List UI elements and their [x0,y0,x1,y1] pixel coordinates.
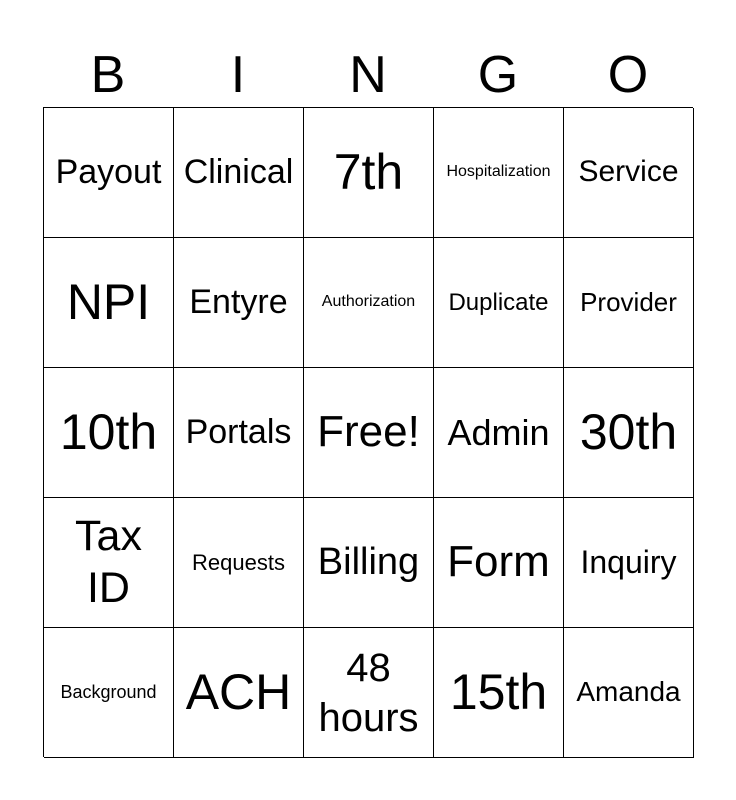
cell-label: Tax ID [75,511,142,612]
cell-label: Background [60,682,157,703]
cell-label: Payout [55,152,162,191]
cell-label: 15th [449,663,548,720]
header-letter-o: O [607,46,649,104]
bingo-cell[interactable] [564,238,694,368]
bingo-cell[interactable] [564,368,694,498]
cell-label: Entyre [189,282,288,321]
cell-label: NPI [66,273,151,330]
bingo-cell[interactable] [304,238,434,368]
cell-label: Inquiry [580,544,677,581]
cell-label: Form [447,537,550,587]
bingo-cell[interactable] [564,108,694,238]
bingo-cell[interactable] [44,108,174,238]
bingo-cell[interactable] [174,238,304,368]
cell-label: ACH [185,663,292,720]
bingo-cell[interactable] [434,238,564,368]
cell-label: 30th [579,403,678,460]
bingo-cell[interactable] [564,498,694,628]
cell-label: Amanda [576,676,681,708]
bingo-cell[interactable] [304,368,434,498]
bingo-cell[interactable] [174,108,304,238]
cell-label: Duplicate [448,288,549,316]
bingo-cell[interactable] [304,498,434,628]
cell-label: Provider [580,286,677,317]
bingo-cell[interactable] [304,628,434,758]
bingo-cell[interactable] [174,368,304,498]
header-letter-b: B [90,46,126,104]
bingo-cell[interactable] [44,238,174,368]
bingo-cell[interactable] [434,498,564,628]
bingo-card [43,107,693,757]
cell-label: Hospitalization [446,163,551,181]
header-letter-n: N [349,46,387,104]
header-letter-g: G [477,46,519,104]
cell-label: Authorization [321,293,416,311]
bingo-cell[interactable] [174,628,304,758]
bingo-cell[interactable] [434,108,564,238]
cell-label: Free! [317,407,420,457]
bingo-cell[interactable] [434,368,564,498]
bingo-cell[interactable] [44,628,174,758]
bingo-cell[interactable] [564,628,694,758]
cell-label: Service [578,155,679,189]
cell-label: 48 hours [318,645,419,740]
cell-label: 7th [333,143,404,200]
cell-label: Billing [317,540,420,583]
bingo-cell[interactable] [44,498,174,628]
bingo-cell[interactable] [434,628,564,758]
bingo-cell[interactable] [174,498,304,628]
bingo-cell[interactable] [304,108,434,238]
header-letter-i: I [230,46,246,104]
cell-label: Requests [192,549,285,575]
cell-label: Portals [185,412,292,451]
cell-label: Clinical [183,152,294,191]
bingo-cell[interactable] [44,368,174,498]
cell-label: Admin [447,411,550,453]
cell-label: 10th [59,403,158,460]
bingo-header [43,42,693,108]
